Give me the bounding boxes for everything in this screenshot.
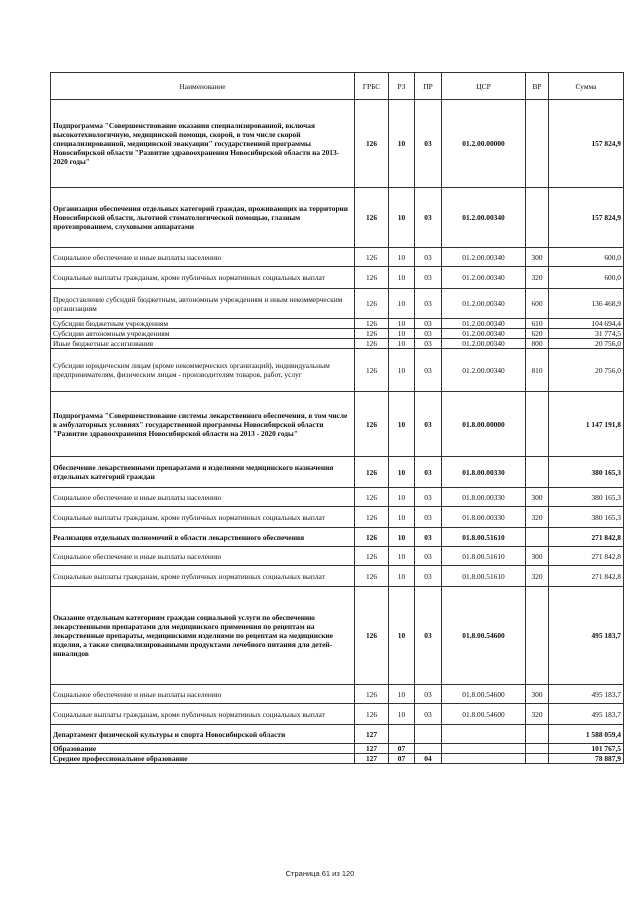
table-row bbox=[51, 685, 624, 704]
cell-pr: 03 bbox=[415, 488, 442, 507]
cell-grbs: 127 bbox=[355, 744, 389, 754]
cell-rz: 10 bbox=[389, 507, 415, 528]
cell-pr: 03 bbox=[415, 507, 442, 528]
cell-grbs: 126 bbox=[355, 349, 389, 392]
cell-csr: 01.8.00.51610 bbox=[442, 547, 526, 566]
cell-csr: 01.2.00.00000 bbox=[442, 100, 526, 188]
cell-csr bbox=[442, 725, 526, 744]
cell-vr: 610 bbox=[526, 319, 549, 329]
cell-pr: 03 bbox=[415, 349, 442, 392]
table-row bbox=[51, 704, 624, 725]
cell-vr: 300 bbox=[526, 488, 549, 507]
cell-rz: 10 bbox=[389, 566, 415, 587]
cell-rz: 10 bbox=[389, 329, 415, 339]
cell-csr: 01.2.00.00340 bbox=[442, 289, 526, 319]
cell-sum: 271 842,8 bbox=[549, 528, 624, 547]
cell-name: Социальное обеспечение и иные выплаты населению bbox=[51, 547, 355, 566]
budget-table bbox=[50, 72, 624, 764]
cell-sum: 271 842,8 bbox=[549, 547, 624, 566]
cell-rz: 10 bbox=[389, 319, 415, 329]
table-row bbox=[51, 507, 624, 528]
cell-vr: 300 bbox=[526, 685, 549, 704]
cell-rz: 10 bbox=[389, 188, 415, 248]
cell-csr: 01.8.00.54600 bbox=[442, 704, 526, 725]
cell-grbs: 126 bbox=[355, 547, 389, 566]
cell-name: Субсидии бюджетным учреждениям bbox=[51, 319, 355, 329]
cell-name: Образование bbox=[51, 744, 355, 754]
cell-rz: 07 bbox=[389, 754, 415, 764]
cell-csr: 01.8.00.00330 bbox=[442, 488, 526, 507]
col-header-grbs: ГРБС bbox=[355, 73, 389, 100]
cell-pr bbox=[415, 725, 442, 744]
cell-vr: 320 bbox=[526, 507, 549, 528]
cell-grbs: 126 bbox=[355, 566, 389, 587]
cell-rz: 10 bbox=[389, 685, 415, 704]
cell-csr: 01.2.00.00340 bbox=[442, 339, 526, 349]
cell-rz: 07 bbox=[389, 744, 415, 754]
cell-sum: 380 165,3 bbox=[549, 488, 624, 507]
cell-pr: 03 bbox=[415, 339, 442, 349]
table-row bbox=[51, 587, 624, 685]
cell-vr: 320 bbox=[526, 566, 549, 587]
cell-sum: 157 824,9 bbox=[549, 100, 624, 188]
cell-name: Социальные выплаты гражданам, кроме публичных нормативных социальных выплат bbox=[51, 704, 355, 725]
cell-csr: 01.8.00.00000 bbox=[442, 392, 526, 457]
cell-csr: 01.2.00.00340 bbox=[442, 248, 526, 267]
cell-rz: 10 bbox=[389, 349, 415, 392]
cell-name: Субсидии автономным учреждениям bbox=[51, 329, 355, 339]
cell-vr bbox=[526, 392, 549, 457]
cell-sum: 495 183,7 bbox=[549, 587, 624, 685]
cell-pr: 03 bbox=[415, 100, 442, 188]
cell-csr: 01.8.00.51610 bbox=[442, 566, 526, 587]
cell-vr bbox=[526, 528, 549, 547]
cell-name: Обеспечение лекарственными препаратами и изделиями медицинского назначения отдельных категорий граждан bbox=[51, 457, 355, 488]
cell-sum: 101 767,5 bbox=[549, 744, 624, 754]
cell-pr: 04 bbox=[415, 754, 442, 764]
cell-grbs: 126 bbox=[355, 188, 389, 248]
cell-grbs: 126 bbox=[355, 704, 389, 725]
col-header-csr: ЦСР bbox=[442, 73, 526, 100]
cell-rz: 10 bbox=[389, 547, 415, 566]
col-header-pr: ПР bbox=[415, 73, 442, 100]
cell-name: Предоставление субсидий бюджетным, автономным учреждениям и иным некоммерческим организациям bbox=[51, 289, 355, 319]
cell-vr: 320 bbox=[526, 704, 549, 725]
cell-pr: 03 bbox=[415, 267, 442, 289]
cell-sum: 380 165,3 bbox=[549, 457, 624, 488]
cell-rz: 10 bbox=[389, 704, 415, 725]
table-row bbox=[51, 725, 624, 744]
cell-rz: 10 bbox=[389, 457, 415, 488]
cell-pr: 03 bbox=[415, 329, 442, 339]
cell-name: Субсидии юридическим лицам (кроме некоммерческих организаций), индивидуальным предпринимателям, физическим лицам - производителям товаров, работ, услуг bbox=[51, 349, 355, 392]
cell-name: Социальные выплаты гражданам, кроме публичных нормативных социальных выплат bbox=[51, 507, 355, 528]
cell-grbs: 126 bbox=[355, 329, 389, 339]
cell-pr: 03 bbox=[415, 685, 442, 704]
cell-csr bbox=[442, 744, 526, 754]
cell-vr bbox=[526, 754, 549, 764]
cell-name: Социальное обеспечение и иные выплаты населению bbox=[51, 488, 355, 507]
cell-sum: 1 588 059,4 bbox=[549, 725, 624, 744]
cell-vr bbox=[526, 744, 549, 754]
cell-grbs: 127 bbox=[355, 754, 389, 764]
cell-pr: 03 bbox=[415, 319, 442, 329]
cell-sum: 78 887,9 bbox=[549, 754, 624, 764]
cell-name: Социальное обеспечение и иные выплаты населению bbox=[51, 248, 355, 267]
cell-sum: 136 468,9 bbox=[549, 289, 624, 319]
cell-rz: 10 bbox=[389, 392, 415, 457]
cell-pr: 03 bbox=[415, 587, 442, 685]
table-row bbox=[51, 566, 624, 587]
cell-vr: 800 bbox=[526, 339, 549, 349]
cell-sum: 20 756,0 bbox=[549, 339, 624, 349]
cell-name: Социальное обеспечение и иные выплаты населению bbox=[51, 685, 355, 704]
cell-csr: 01.8.00.00330 bbox=[442, 457, 526, 488]
cell-grbs: 126 bbox=[355, 685, 389, 704]
cell-rz: 10 bbox=[389, 289, 415, 319]
cell-vr: 320 bbox=[526, 267, 549, 289]
table-row bbox=[51, 339, 624, 349]
cell-grbs: 127 bbox=[355, 725, 389, 744]
cell-pr: 03 bbox=[415, 704, 442, 725]
cell-grbs: 126 bbox=[355, 392, 389, 457]
page-number: Страница 61 из 120 bbox=[285, 869, 355, 878]
cell-name: Социальные выплаты гражданам, кроме публичных нормативных социальных выплат bbox=[51, 566, 355, 587]
cell-pr: 03 bbox=[415, 248, 442, 267]
cell-name: Организация обеспечения отдельных категорий граждан, проживающих на территории Новосибирской области, льготной стоматологической помощью, глазным протезированием, слуховыми аппаратами bbox=[51, 188, 355, 248]
col-header-sum: Сумма bbox=[549, 73, 624, 100]
table-row bbox=[51, 188, 624, 248]
cell-rz: 10 bbox=[389, 488, 415, 507]
cell-rz bbox=[389, 725, 415, 744]
cell-sum: 600,0 bbox=[549, 248, 624, 267]
cell-name: Подпрограмма "Совершенствование системы лекарственного обеспечения, в том числе в амбулаторных условиях" государственной программы Новосибирской области "Развитие здравоохранения Новосибирской области на 2013 - 2020 годы" bbox=[51, 392, 355, 457]
table-row bbox=[51, 488, 624, 507]
cell-name: Среднее профессиональное образование bbox=[51, 754, 355, 764]
cell-vr: 600 bbox=[526, 289, 549, 319]
cell-csr: 01.8.00.54600 bbox=[442, 685, 526, 704]
cell-pr: 03 bbox=[415, 289, 442, 319]
cell-rz: 10 bbox=[389, 339, 415, 349]
table-row bbox=[51, 100, 624, 188]
cell-sum: 157 824,9 bbox=[549, 188, 624, 248]
cell-pr: 03 bbox=[415, 528, 442, 547]
cell-csr: 01.2.00.00340 bbox=[442, 267, 526, 289]
cell-grbs: 126 bbox=[355, 100, 389, 188]
cell-grbs: 126 bbox=[355, 457, 389, 488]
cell-pr bbox=[415, 744, 442, 754]
table-row bbox=[51, 528, 624, 547]
table-row bbox=[51, 329, 624, 339]
table-row bbox=[51, 392, 624, 457]
cell-name: Социальные выплаты гражданам, кроме публичных нормативных социальных выплат bbox=[51, 267, 355, 289]
table-header-row bbox=[51, 73, 624, 100]
cell-pr: 03 bbox=[415, 392, 442, 457]
cell-sum: 104 694,4 bbox=[549, 319, 624, 329]
cell-vr bbox=[526, 457, 549, 488]
cell-name: Подпрограмма "Совершенствование оказания специализированной, включая высокотехнологичную, медицинской помощи, скорой, в том числе скорой специализированной, медицинской эвакуации" государственной программы Новосибирской области "Развитие здравоохранения Новосибирской области на 2013-2020 годы" bbox=[51, 100, 355, 188]
cell-pr: 03 bbox=[415, 457, 442, 488]
col-header-rz: РЗ bbox=[389, 73, 415, 100]
cell-pr: 03 bbox=[415, 547, 442, 566]
col-header-name: Наименование bbox=[51, 73, 355, 100]
cell-vr: 620 bbox=[526, 329, 549, 339]
cell-sum: 271 842,8 bbox=[549, 566, 624, 587]
cell-grbs: 126 bbox=[355, 488, 389, 507]
cell-grbs: 126 bbox=[355, 528, 389, 547]
table-row bbox=[51, 319, 624, 329]
cell-name: Реализация отдельных полномочий в области лекарственного обеспечения bbox=[51, 528, 355, 547]
cell-vr: 810 bbox=[526, 349, 549, 392]
cell-csr: 01.8.00.00330 bbox=[442, 507, 526, 528]
table-row bbox=[51, 547, 624, 566]
cell-pr: 03 bbox=[415, 566, 442, 587]
cell-rz: 10 bbox=[389, 267, 415, 289]
cell-vr bbox=[526, 100, 549, 188]
cell-sum: 31 774,5 bbox=[549, 329, 624, 339]
cell-grbs: 126 bbox=[355, 267, 389, 289]
cell-csr: 01.2.00.00340 bbox=[442, 329, 526, 339]
table-body bbox=[51, 100, 624, 764]
cell-grbs: 126 bbox=[355, 319, 389, 329]
cell-pr: 03 bbox=[415, 188, 442, 248]
cell-grbs: 126 bbox=[355, 339, 389, 349]
cell-csr: 01.8.00.51610 bbox=[442, 528, 526, 547]
cell-sum: 600,0 bbox=[549, 267, 624, 289]
table-row bbox=[51, 349, 624, 392]
cell-grbs: 126 bbox=[355, 289, 389, 319]
cell-vr: 300 bbox=[526, 547, 549, 566]
cell-csr: 01.8.00.54600 bbox=[442, 587, 526, 685]
cell-csr: 01.2.00.00340 bbox=[442, 319, 526, 329]
table-row bbox=[51, 267, 624, 289]
cell-csr bbox=[442, 754, 526, 764]
table-row bbox=[51, 457, 624, 488]
cell-grbs: 126 bbox=[355, 248, 389, 267]
table-row bbox=[51, 248, 624, 267]
cell-name: Департамент физической культуры и спорта Новосибирской области bbox=[51, 725, 355, 744]
cell-name: Иные бюджетные ассигнования bbox=[51, 339, 355, 349]
cell-name: Оказание отдельным категориям граждан социальной услуги по обеспечению лекарственными препаратами для медицинского применения по рецептам на лекарственные препараты, медицинскими изделиями по рецептам на медицинские изделия, а также специализированными продуктами лечебного питания для детей-инвалидов bbox=[51, 587, 355, 685]
cell-sum: 380 165,3 bbox=[549, 507, 624, 528]
cell-csr: 01.2.00.00340 bbox=[442, 349, 526, 392]
cell-rz: 10 bbox=[389, 100, 415, 188]
cell-sum: 495 183,7 bbox=[549, 704, 624, 725]
table-row bbox=[51, 289, 624, 319]
cell-csr: 01.2.00.00340 bbox=[442, 188, 526, 248]
cell-sum: 20 756,0 bbox=[549, 349, 624, 392]
table-row bbox=[51, 754, 624, 764]
cell-rz: 10 bbox=[389, 248, 415, 267]
col-header-vr: ВР bbox=[526, 73, 549, 100]
cell-grbs: 126 bbox=[355, 587, 389, 685]
cell-grbs: 126 bbox=[355, 507, 389, 528]
cell-vr bbox=[526, 587, 549, 685]
cell-vr bbox=[526, 188, 549, 248]
cell-sum: 495 183,7 bbox=[549, 685, 624, 704]
cell-vr: 300 bbox=[526, 248, 549, 267]
table-row bbox=[51, 744, 624, 754]
cell-vr bbox=[526, 725, 549, 744]
cell-rz: 10 bbox=[389, 528, 415, 547]
cell-rz: 10 bbox=[389, 587, 415, 685]
cell-sum: 1 147 191,8 bbox=[549, 392, 624, 457]
